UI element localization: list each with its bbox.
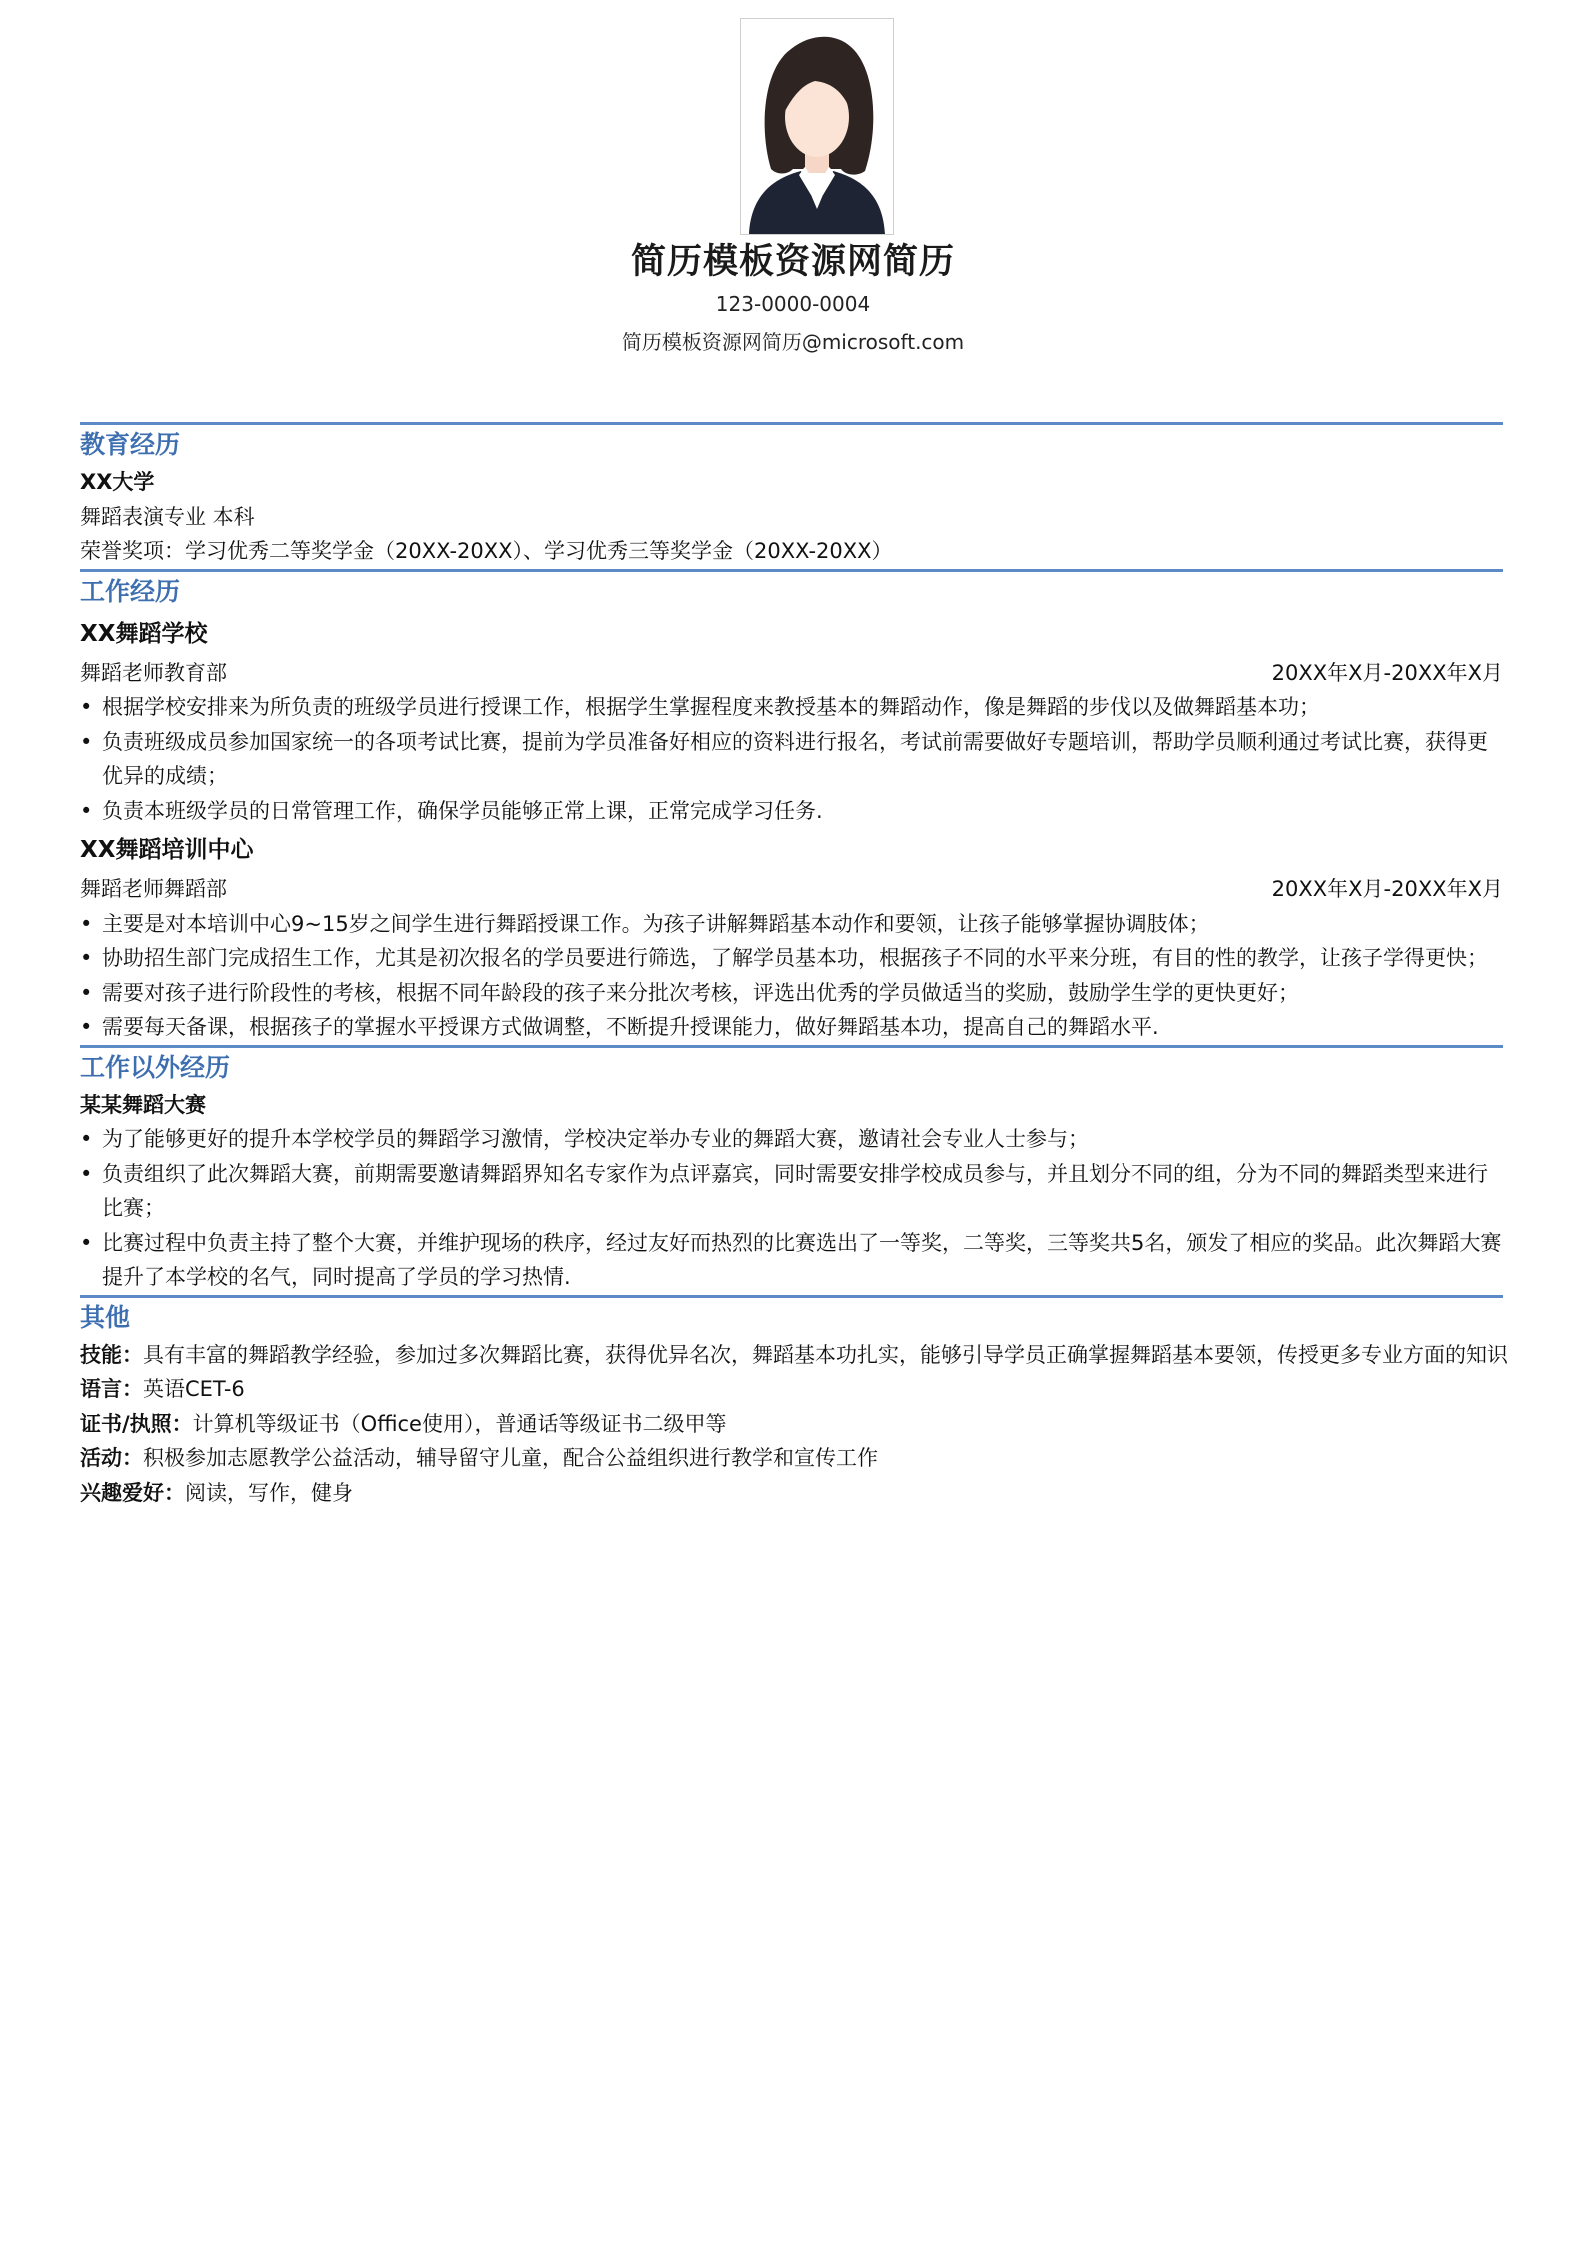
bullet-text: 根据学校安排来为所负责的班级学员进行授课工作，根据学生掌握程度来教授基本的舞蹈动作，像是舞蹈的步伐以及做舞蹈基本功；: [102, 695, 1320, 719]
section-title-extra: 工作以外经历: [80, 1052, 231, 1082]
job-org: XX舞蹈学校: [80, 620, 208, 647]
job-role: 舞蹈老师舞蹈部: [80, 877, 227, 901]
job-org: XX舞蹈培训中心: [80, 837, 254, 863]
bullet-icon: •: [80, 1230, 93, 1255]
other-section: [80, 1295, 1520, 1511]
certificate-label: 证书/执照：: [80, 1411, 193, 1436]
list-item: [80, 1122, 1507, 1157]
activities-value: 积极参加志愿教学公益活动，辅导留守儿童，配合公益组织进行教学和宣传工作: [143, 1446, 878, 1470]
hobbies-line: [80, 1476, 1520, 1511]
activities-label: 活动：: [80, 1446, 143, 1470]
phone-number: 123-0000-0004: [715, 292, 871, 316]
hobbies-label: 兴趣爱好：: [80, 1480, 185, 1505]
list-item: [80, 907, 1507, 942]
school-name: XX大学: [80, 470, 155, 494]
job-entry: [80, 612, 1520, 829]
language-line: [80, 1372, 1520, 1407]
job-role: 舞蹈老师教育部: [80, 660, 227, 685]
education-section: [80, 422, 1520, 569]
bullet-icon: •: [80, 1127, 93, 1151]
job-date: 20XX年X月-20XX年X月: [1271, 877, 1503, 901]
portrait-illustration: [741, 19, 893, 234]
job-bullets: [80, 690, 1520, 828]
skills-line: [80, 1338, 1520, 1373]
skills-value: 具有丰富的舞蹈教学经验，参加过多次舞蹈比赛，获得优异名次，舞蹈基本功扎实，能够引导学员正确掌握舞蹈基本要领，传授更多专业方面的知识: [143, 1342, 1508, 1367]
bullet-icon: •: [80, 946, 93, 970]
list-item: [80, 1226, 1507, 1295]
language-label: 语言：: [80, 1377, 143, 1401]
bullet-icon: •: [80, 729, 93, 754]
honors: 荣誉奖项：学习优秀二等奖学金（20XX-20XX）、学习优秀三等奖学金（20XX-20XX）: [80, 539, 893, 563]
job-role-row: [80, 872, 1503, 907]
list-item: [80, 976, 1507, 1011]
bullet-icon: •: [80, 798, 93, 823]
list-item: [80, 941, 1507, 976]
avatar: [740, 18, 894, 235]
certificate-line: [80, 1407, 1520, 1442]
section-title-other: 其他: [80, 1302, 131, 1332]
bullet-icon: •: [80, 980, 93, 1005]
bullet-text: 比赛过程中负责主持了整个大赛，并维护现场的秩序，经过友好而热烈的比赛选出了一等奖，二等奖，三等奖共5名，颁发了相应的奖品。此次舞蹈大赛提升了本学校的名气，同时提高了学员的学习热情.: [102, 1230, 1502, 1289]
bullet-icon: •: [80, 911, 93, 936]
section-title-education: 教育经历: [80, 430, 181, 459]
bullet-text: 需要对孩子进行阶段性的考核，根据不同年龄段的孩子来分批次考核，评选出优秀的学员做适当的奖励，鼓励学生学的更快更好；: [102, 980, 1299, 1005]
resume-content: [80, 422, 1520, 1510]
hobbies-value: 阅读，写作，健身: [185, 1480, 353, 1505]
job-bullets: [80, 907, 1520, 1045]
bullet-icon: •: [80, 695, 93, 719]
extra-bullets: [80, 1122, 1520, 1295]
job-role-row: [80, 656, 1503, 691]
language-value: 英语CET-6: [143, 1377, 245, 1401]
candidate-name: 简历模板资源网简历: [630, 242, 955, 282]
list-item: [80, 725, 1507, 794]
email-address: 简历模板资源网简历@microsoft.com: [621, 330, 965, 354]
major-degree: 舞蹈表演专业 本科: [80, 504, 255, 529]
job-entry: [80, 828, 1520, 1045]
bullet-icon: •: [80, 1161, 93, 1186]
list-item: [80, 794, 1507, 829]
section-title-work: 工作经历: [80, 576, 181, 606]
certificate-value: 计算机等级证书（Office使用），普通话等级证书二级甲等: [192, 1411, 727, 1436]
activities-line: [80, 1441, 1520, 1476]
extra-section: [80, 1045, 1520, 1295]
bullet-text: 负责班级成员参加国家统一的各项考试比赛，提前为学员准备好相应的资料进行报名，考试前需要做好专题培训，帮助学员顺利通过考试比赛，获得更优异的成绩；: [102, 729, 1488, 788]
bullet-text: 需要每天备课，根据孩子的掌握水平授课方式做调整，不断提升授课能力，做好舞蹈基本功，提高自己的舞蹈水平.: [102, 1015, 1159, 1039]
bullet-text: 负责本班级学员的日常管理工作，确保学员能够正常上课，正常完成学习任务.: [102, 798, 823, 823]
list-item: [80, 1157, 1507, 1226]
list-item: [80, 1010, 1507, 1045]
extra-org: 某某舞蹈大赛: [80, 1092, 206, 1117]
skills-label: 技能：: [80, 1342, 143, 1367]
bullet-text: 为了能够更好的提升本学校学员的舞蹈学习激情，学校决定举办专业的舞蹈大赛，邀请社会专业人士参与；: [102, 1127, 1089, 1151]
list-item: [80, 690, 1507, 725]
work-section: [80, 569, 1520, 1045]
bullet-text: 协助招生部门完成招生工作，尤其是初次报名的学员要进行筛选，了解学员基本功，根据孩子不同的水平来分班，有目的性的教学，让孩子学得更快；: [102, 946, 1488, 970]
bullet-text: 负责组织了此次舞蹈大赛，前期需要邀请舞蹈界知名专家作为点评嘉宾，同时需要安排学校成员参与，并且划分不同的组，分为不同的舞蹈类型来进行比赛；: [102, 1161, 1488, 1220]
job-date: 20XX年X月-20XX年X月: [1271, 660, 1503, 685]
bullet-icon: •: [80, 1015, 93, 1039]
bullet-text: 主要是对本培训中心9~15岁之间学生进行舞蹈授课工作。为孩子讲解舞蹈基本动作和要领，让孩子能够掌握协调肢体；: [102, 911, 1210, 936]
